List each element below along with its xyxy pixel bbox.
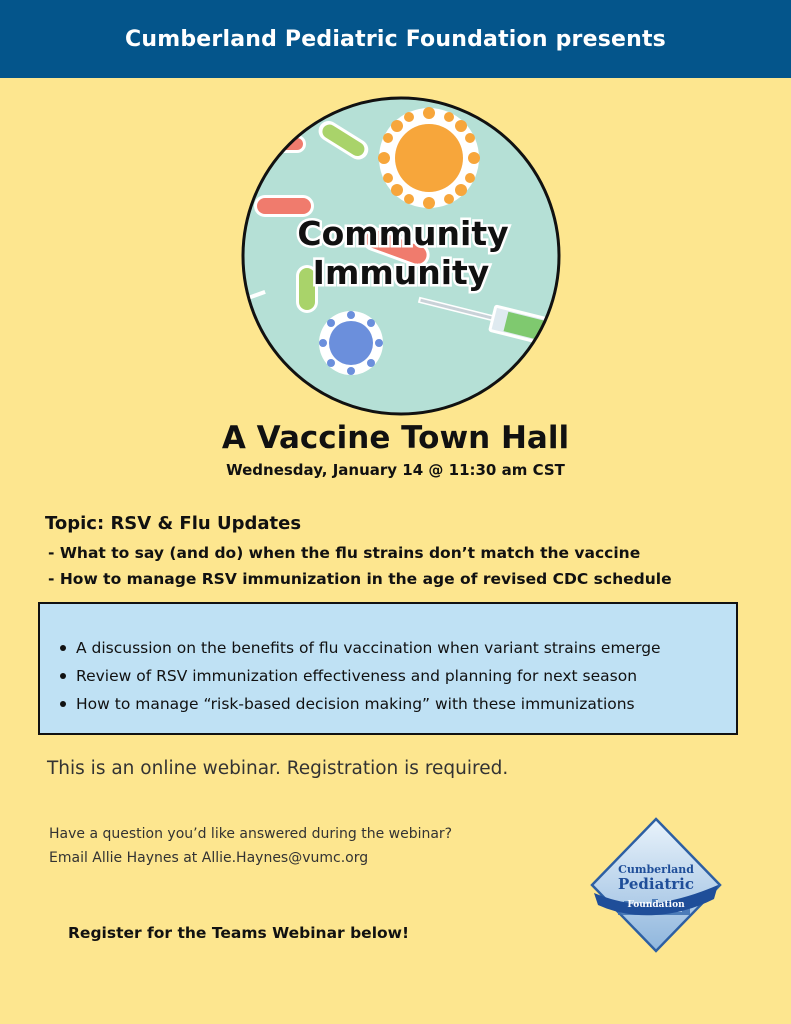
question-contact (49, 822, 452, 870)
logo-text-line2: Pediatric (618, 875, 694, 893)
header-title: Cumberland Pediatric Foundation presents (125, 26, 666, 52)
orange-virus-icon (378, 107, 480, 209)
discussion-bullet-text: How to manage “risk-based decision making” with these immunizations (76, 695, 635, 713)
register-call-to-action: Register for the Teams Webinar below! (68, 924, 410, 942)
email-contact-line[interactable]: Email Allie Haynes at Allie.Haynes@vumc.org (49, 850, 369, 866)
bullet-dot-icon (60, 645, 66, 651)
discussion-bullet-text: A discussion on the benefits of flu vaccination when variant strains emerge (76, 639, 661, 657)
discussion-bullet (76, 634, 661, 662)
logo-text-line1: Cumberland (618, 863, 694, 876)
event-date: Wednesday, January 14 @ 11:30 am CST (226, 461, 565, 479)
discussion-bullet (76, 690, 661, 718)
bullet-dot-icon (60, 701, 66, 707)
cumberland-pediatric-foundation-logo (588, 815, 724, 955)
topic-item: - How to manage RSV immunization in the age of revised CDC schedule (48, 570, 672, 588)
discussion-list (76, 634, 661, 718)
online-webinar-note: This is an online webinar. Registration is required. (47, 758, 509, 779)
topic-heading: Topic: RSV & Flu Updates (45, 513, 302, 534)
question-line: Have a question you’d like answered during the webinar? (49, 826, 453, 842)
hero-title-line2: Immunity (312, 253, 490, 292)
logo-text-line3: Foundation (627, 900, 685, 910)
bullet-dot-icon (60, 673, 66, 679)
event-title: A Vaccine Town Hall (221, 420, 570, 456)
discussion-bullet-text: Review of RSV immunization effectiveness and planning for next season (76, 667, 638, 685)
community-immunity-illustration (236, 95, 566, 417)
hero-title-line1: Community (297, 214, 509, 253)
blue-virus-icon (319, 311, 383, 375)
topic-item: - What to say (and do) when the flu strains don’t match the vaccine (48, 544, 641, 562)
header-banner (0, 0, 791, 78)
discussion-box (38, 602, 738, 735)
discussion-bullet (76, 662, 661, 690)
